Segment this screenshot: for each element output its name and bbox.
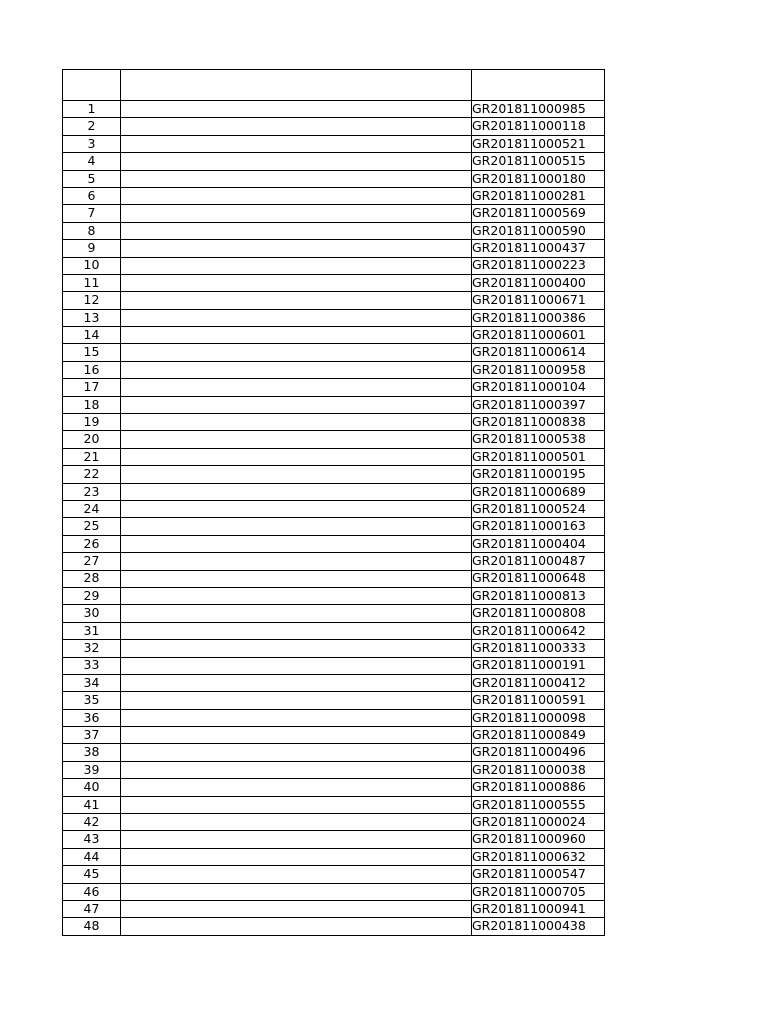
row-company-name	[121, 779, 472, 796]
table-row	[63, 535, 605, 552]
table-row	[63, 118, 605, 135]
row-certificate-no: GR201811000098	[472, 709, 605, 726]
table-body	[63, 101, 605, 936]
header-index	[63, 70, 121, 101]
row-company-name	[121, 674, 472, 691]
row-company-name	[121, 309, 472, 326]
table-row	[63, 292, 605, 309]
table-row	[63, 744, 605, 761]
row-certificate-no: GR201811000941	[472, 900, 605, 917]
row-certificate-no: GR201811000569	[472, 205, 605, 222]
row-company-name	[121, 570, 472, 587]
row-company-name	[121, 605, 472, 622]
row-index: 37	[63, 727, 121, 744]
row-certificate-no: GR201811000024	[472, 814, 605, 831]
row-index: 28	[63, 570, 121, 587]
table-row	[63, 605, 605, 622]
table-row	[63, 500, 605, 517]
row-company-name	[121, 535, 472, 552]
row-company-name	[121, 831, 472, 848]
table-row	[63, 414, 605, 431]
table-row	[63, 240, 605, 257]
table-row	[63, 379, 605, 396]
row-company-name	[121, 657, 472, 674]
row-index: 25	[63, 518, 121, 535]
table-row	[63, 448, 605, 465]
row-index: 19	[63, 414, 121, 431]
row-certificate-no: GR201811000960	[472, 831, 605, 848]
row-index: 31	[63, 622, 121, 639]
row-company-name	[121, 118, 472, 135]
row-index: 12	[63, 292, 121, 309]
row-certificate-no: GR201811000985	[472, 101, 605, 118]
table-row	[63, 483, 605, 500]
row-certificate-no: GR201811000487	[472, 553, 605, 570]
table-row	[63, 396, 605, 413]
row-company-name	[121, 292, 472, 309]
row-index: 6	[63, 187, 121, 204]
row-company-name	[121, 361, 472, 378]
row-company-name	[121, 135, 472, 152]
row-index: 27	[63, 553, 121, 570]
table-row	[63, 466, 605, 483]
row-company-name	[121, 883, 472, 900]
row-company-name	[121, 205, 472, 222]
row-company-name	[121, 500, 472, 517]
table-row	[63, 900, 605, 917]
row-certificate-no: GR201811000671	[472, 292, 605, 309]
row-company-name	[121, 553, 472, 570]
row-certificate-no: GR201811000590	[472, 222, 605, 239]
row-company-name	[121, 744, 472, 761]
row-company-name	[121, 187, 472, 204]
table-row	[63, 344, 605, 361]
table-row	[63, 622, 605, 639]
row-company-name	[121, 396, 472, 413]
row-company-name	[121, 379, 472, 396]
table-header-row	[63, 70, 605, 101]
row-certificate-no: GR201811000813	[472, 587, 605, 604]
row-index: 23	[63, 483, 121, 500]
row-certificate-no: GR201811000849	[472, 727, 605, 744]
table-row	[63, 587, 605, 604]
table-row	[63, 309, 605, 326]
row-company-name	[121, 692, 472, 709]
table-row	[63, 779, 605, 796]
row-company-name	[121, 640, 472, 657]
row-index: 5	[63, 170, 121, 187]
row-certificate-no: GR201811000705	[472, 883, 605, 900]
row-certificate-no: GR201811000642	[472, 622, 605, 639]
row-certificate-no: GR201811000404	[472, 535, 605, 552]
table-row	[63, 170, 605, 187]
row-index: 29	[63, 587, 121, 604]
row-certificate-no: GR201811000614	[472, 344, 605, 361]
row-index: 8	[63, 222, 121, 239]
table-row	[63, 848, 605, 865]
row-certificate-no: GR201811000958	[472, 361, 605, 378]
row-company-name	[121, 257, 472, 274]
row-certificate-no: GR201811000400	[472, 274, 605, 291]
row-certificate-no: GR201811000501	[472, 448, 605, 465]
table-row	[63, 761, 605, 778]
table-row	[63, 796, 605, 813]
row-company-name	[121, 448, 472, 465]
row-company-name	[121, 761, 472, 778]
row-company-name	[121, 727, 472, 744]
table-header	[63, 70, 605, 101]
row-certificate-no: GR201811000163	[472, 518, 605, 535]
row-certificate-no: GR201811000397	[472, 396, 605, 413]
row-certificate-no: GR201811000648	[472, 570, 605, 587]
row-certificate-no: GR201811000195	[472, 466, 605, 483]
table-row	[63, 361, 605, 378]
row-company-name	[121, 587, 472, 604]
row-index: 39	[63, 761, 121, 778]
row-certificate-no: GR201811000038	[472, 761, 605, 778]
table-row	[63, 187, 605, 204]
row-certificate-no: GR201811000496	[472, 744, 605, 761]
row-index: 14	[63, 327, 121, 344]
row-index: 11	[63, 274, 121, 291]
row-company-name	[121, 327, 472, 344]
header-company-name	[121, 70, 472, 101]
row-company-name	[121, 101, 472, 118]
row-index: 16	[63, 361, 121, 378]
row-certificate-no: GR201811000281	[472, 187, 605, 204]
row-certificate-no: GR201811000412	[472, 674, 605, 691]
row-index: 3	[63, 135, 121, 152]
row-index: 48	[63, 918, 121, 935]
row-certificate-no: GR201811000601	[472, 327, 605, 344]
row-company-name	[121, 848, 472, 865]
row-certificate-no: GR201811000515	[472, 153, 605, 170]
table-row	[63, 257, 605, 274]
table-row	[63, 205, 605, 222]
row-certificate-no: GR201811000555	[472, 796, 605, 813]
row-index: 4	[63, 153, 121, 170]
row-company-name	[121, 431, 472, 448]
row-certificate-no: GR201811000180	[472, 170, 605, 187]
row-certificate-no: GR201811000808	[472, 605, 605, 622]
row-index: 24	[63, 500, 121, 517]
row-index: 34	[63, 674, 121, 691]
table-row	[63, 135, 605, 152]
row-company-name	[121, 414, 472, 431]
row-index: 10	[63, 257, 121, 274]
row-index: 44	[63, 848, 121, 865]
row-certificate-no: GR201811000437	[472, 240, 605, 257]
row-certificate-no: GR201811000632	[472, 848, 605, 865]
table-row	[63, 431, 605, 448]
table-row	[63, 553, 605, 570]
row-company-name	[121, 274, 472, 291]
table-row	[63, 866, 605, 883]
row-company-name	[121, 222, 472, 239]
row-index: 7	[63, 205, 121, 222]
table-row	[63, 657, 605, 674]
row-company-name	[121, 483, 472, 500]
row-certificate-no: GR201811000838	[472, 414, 605, 431]
table-row	[63, 518, 605, 535]
row-certificate-no: GR201811000118	[472, 118, 605, 135]
row-index: 47	[63, 900, 121, 917]
row-index: 20	[63, 431, 121, 448]
table-row	[63, 570, 605, 587]
row-index: 38	[63, 744, 121, 761]
row-index: 2	[63, 118, 121, 135]
table-row	[63, 692, 605, 709]
row-certificate-no: GR201811000333	[472, 640, 605, 657]
row-company-name	[121, 814, 472, 831]
row-certificate-no: GR201811000521	[472, 135, 605, 152]
row-company-name	[121, 796, 472, 813]
row-company-name	[121, 518, 472, 535]
row-company-name	[121, 240, 472, 257]
row-index: 30	[63, 605, 121, 622]
table-row	[63, 327, 605, 344]
row-index: 17	[63, 379, 121, 396]
row-index: 26	[63, 535, 121, 552]
table-row	[63, 883, 605, 900]
row-index: 45	[63, 866, 121, 883]
row-index: 18	[63, 396, 121, 413]
table-row	[63, 222, 605, 239]
row-company-name	[121, 344, 472, 361]
row-certificate-no: GR201811000886	[472, 779, 605, 796]
row-index: 42	[63, 814, 121, 831]
row-index: 32	[63, 640, 121, 657]
row-company-name	[121, 170, 472, 187]
certificate-table	[62, 69, 605, 936]
row-index: 36	[63, 709, 121, 726]
row-company-name	[121, 709, 472, 726]
row-certificate-no: GR201811000524	[472, 500, 605, 517]
row-index: 21	[63, 448, 121, 465]
table-row	[63, 674, 605, 691]
row-index: 22	[63, 466, 121, 483]
header-certificate-no	[472, 70, 605, 101]
row-index: 13	[63, 309, 121, 326]
row-index: 43	[63, 831, 121, 848]
row-certificate-no: GR201811000591	[472, 692, 605, 709]
table-row	[63, 640, 605, 657]
row-certificate-no: GR201811000538	[472, 431, 605, 448]
row-certificate-no: GR201811000438	[472, 918, 605, 935]
row-index: 35	[63, 692, 121, 709]
row-certificate-no: GR201811000386	[472, 309, 605, 326]
row-company-name	[121, 918, 472, 935]
row-index: 15	[63, 344, 121, 361]
row-index: 33	[63, 657, 121, 674]
row-certificate-no: GR201811000689	[472, 483, 605, 500]
row-certificate-no: GR201811000547	[472, 866, 605, 883]
table-row	[63, 918, 605, 935]
row-index: 40	[63, 779, 121, 796]
row-index: 41	[63, 796, 121, 813]
table-row	[63, 101, 605, 118]
row-index: 1	[63, 101, 121, 118]
table-row	[63, 274, 605, 291]
row-company-name	[121, 900, 472, 917]
table-row	[63, 709, 605, 726]
row-company-name	[121, 866, 472, 883]
row-certificate-no: GR201811000223	[472, 257, 605, 274]
row-company-name	[121, 466, 472, 483]
row-company-name	[121, 622, 472, 639]
table-row	[63, 727, 605, 744]
row-index: 46	[63, 883, 121, 900]
row-certificate-no: GR201811000191	[472, 657, 605, 674]
row-company-name	[121, 153, 472, 170]
table-row	[63, 831, 605, 848]
table-row	[63, 814, 605, 831]
table-row	[63, 153, 605, 170]
row-certificate-no: GR201811000104	[472, 379, 605, 396]
row-index: 9	[63, 240, 121, 257]
